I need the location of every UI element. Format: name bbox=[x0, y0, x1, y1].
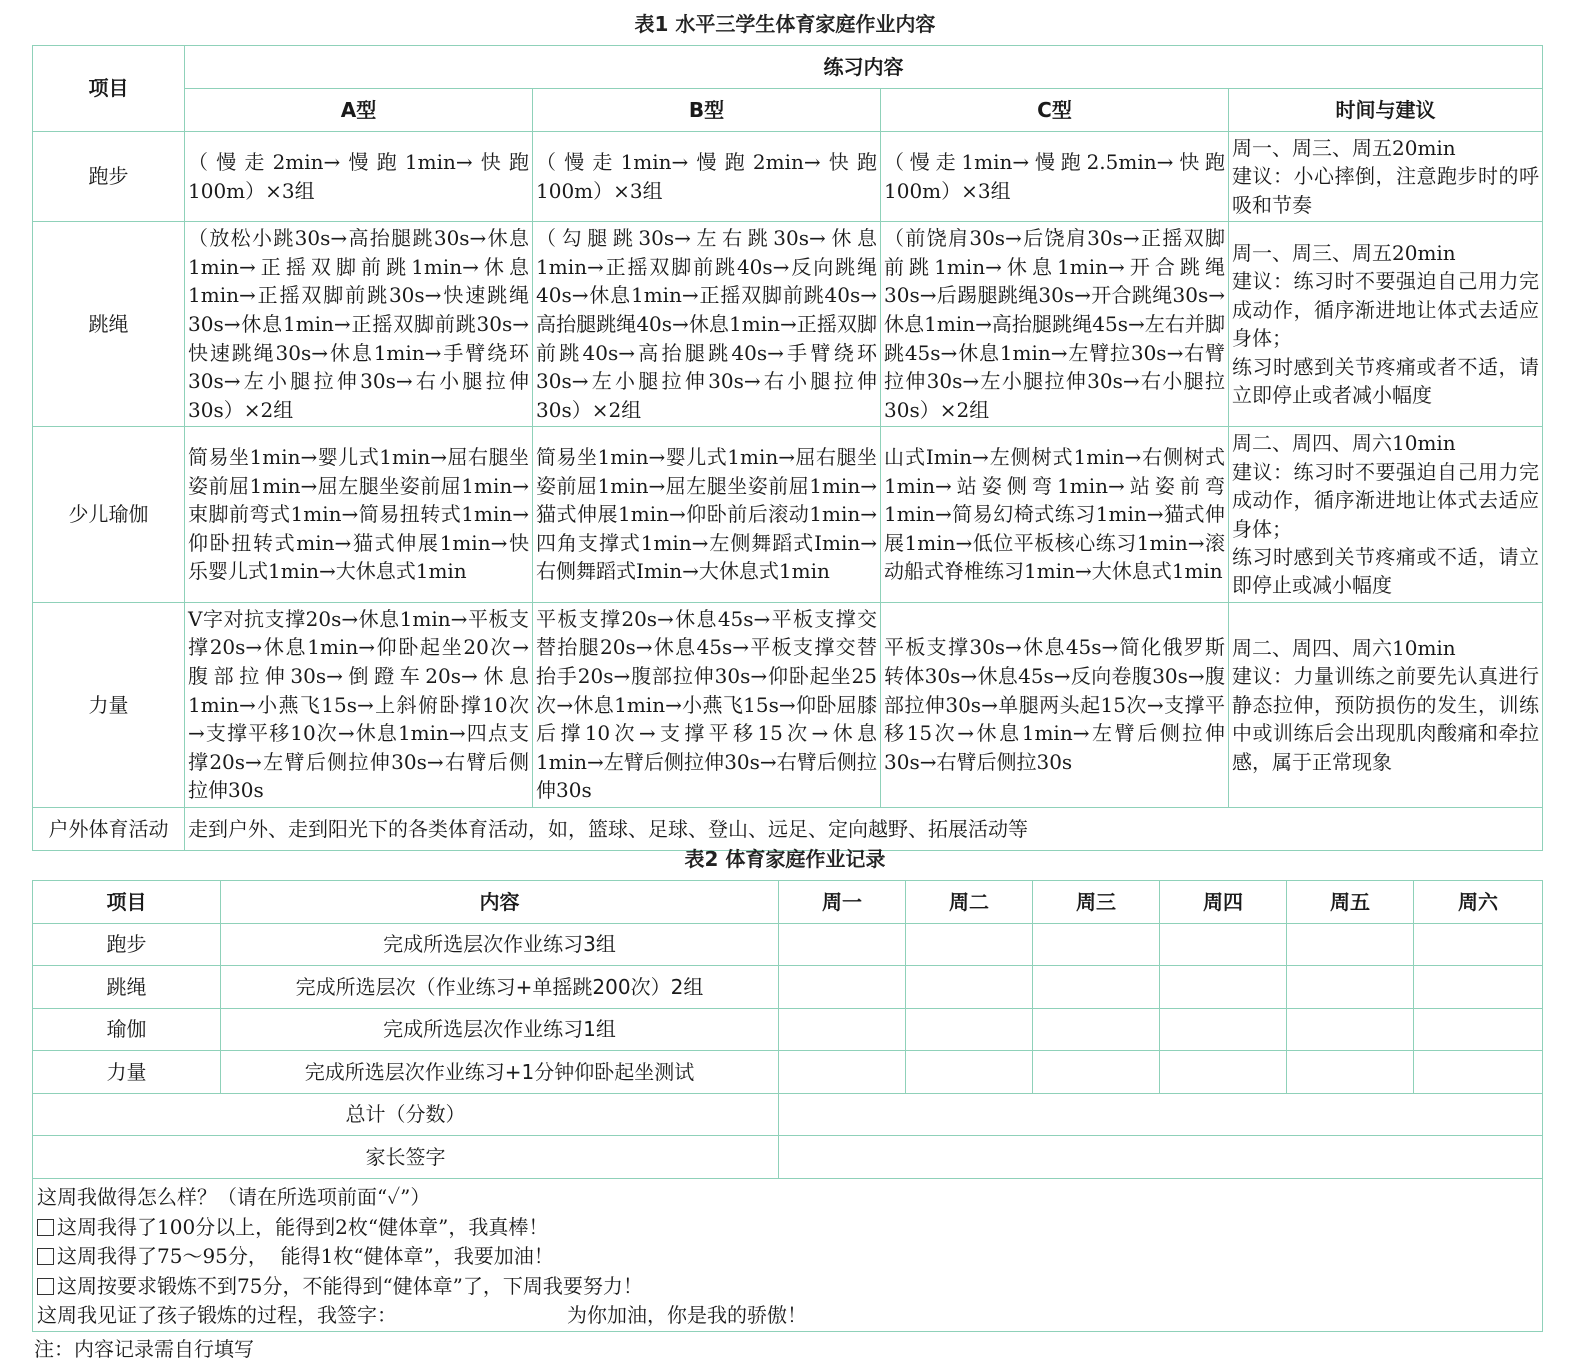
header-type-b: B型 bbox=[533, 89, 881, 132]
total-score-label: 总计（分数） bbox=[33, 1094, 779, 1136]
record-cell[interactable] bbox=[1160, 966, 1287, 1009]
eval-option-3 bbox=[37, 1272, 1536, 1302]
day-saturday: 周六 bbox=[1414, 881, 1543, 924]
eval-option-1 bbox=[37, 1213, 1536, 1243]
eval-option-2 bbox=[37, 1242, 1536, 1272]
running-type-b: （慢走1min→慢跑2min→快跑100m）×3组 bbox=[533, 132, 881, 222]
yoga-type-b: 简易坐1min→婴儿式1min→屈右腿坐姿前屈1min→屈左腿坐姿前屈1min→猫式伸展1min→仰卧前后滚动1min→四角支撑式1min→左侧舞蹈式Imin→右侧舞蹈式Imin→大休息式1min bbox=[533, 427, 881, 602]
record-cell[interactable] bbox=[1160, 1009, 1287, 1051]
record-content-yoga: 完成所选层次作业练习1组 bbox=[221, 1009, 779, 1051]
yoga-type-a: 简易坐1min→婴儿式1min→屈右腿坐姿前屈1min→屈左腿坐姿前屈1min→束脚前弯式1min→简易扭转式1min→仰卧扭转式min→猫式伸展1min→快乐婴儿式1min→大休息式1min bbox=[185, 427, 533, 602]
footnote: 注：内容记录需自行填写 bbox=[34, 1337, 254, 1361]
eval-option-3-label: 这周按要求锻炼不到75分，不能得到“健体章”了，下周我要努力！ bbox=[57, 1273, 643, 1298]
header-type-a: A型 bbox=[185, 89, 533, 132]
table-row bbox=[33, 222, 1543, 427]
rope-type-a: （放松小跳30s→高抬腿跳30s→休息1min→正摇双脚前跳1min→休息1min→正摇双脚前跳30s→快速跳绳30s→休息1min→正摇双脚前跳30s→快速跳绳30s→休息1min→手臂绕环30s→左小腿拉伸30s→右小腿拉伸30s）×2组 bbox=[185, 222, 533, 427]
record-cell[interactable] bbox=[779, 966, 906, 1009]
record-cell[interactable] bbox=[779, 1051, 906, 1094]
record-cell[interactable] bbox=[906, 924, 1033, 966]
record-cell[interactable] bbox=[1033, 966, 1160, 1009]
record-name-yoga: 瑜伽 bbox=[33, 1009, 221, 1051]
day-tuesday: 周二 bbox=[906, 881, 1033, 924]
table-row bbox=[33, 602, 1543, 807]
header-time-advice: 时间与建议 bbox=[1229, 89, 1543, 132]
header-exercise-content: 练习内容 bbox=[185, 46, 1543, 89]
day-wednesday: 周三 bbox=[1033, 881, 1160, 924]
yoga-type-c: 山式Imin→左侧树式1min→右侧树式1min→站姿侧弯1min→站姿前弯1min→简易幻椅式练习1min→猫式伸展1min→低位平板核心练习1min→滚动船式脊椎练习1min→大休息式1min bbox=[881, 427, 1229, 602]
table-row bbox=[33, 1051, 1543, 1094]
record-cell[interactable] bbox=[1160, 924, 1287, 966]
outdoor-activities: 走到户外、走到阳光下的各类体育活动，如，篮球、足球、登山、远足、定向越野、拓展活动等 bbox=[185, 807, 1543, 850]
running-time: 周一、周三、周五20min bbox=[1232, 136, 1456, 160]
table-row bbox=[33, 924, 1543, 966]
record-header-item: 项目 bbox=[33, 881, 221, 924]
rope-time-advice bbox=[1229, 222, 1543, 427]
rope-type-b: （勾腿跳30s→左右跳30s→休息1min→正摇双脚前跳40s→反向跳绳40s→休息1min→正摇双脚前跳40s→高抬腿跳绳40s→休息1min→正摇双脚前跳40s→高抬腿跳40s→手臂绕环30s→左小腿拉伸30s→右小腿拉伸30s）×2组 bbox=[533, 222, 881, 427]
record-cell[interactable] bbox=[1414, 966, 1543, 1009]
table-row bbox=[33, 427, 1543, 602]
record-header-content: 内容 bbox=[221, 881, 779, 924]
parent-signature-field[interactable] bbox=[779, 1136, 1543, 1179]
record-name-running: 跑步 bbox=[33, 924, 221, 966]
record-content-strength: 完成所选层次作业练习+1分钟仰卧起坐测试 bbox=[221, 1051, 779, 1094]
yoga-time-advice bbox=[1229, 427, 1543, 602]
record-cell[interactable] bbox=[1414, 924, 1543, 966]
parent-witness-line bbox=[37, 1301, 1536, 1331]
yoga-time: 周二、周四、周六10min bbox=[1232, 431, 1456, 456]
strength-advice: 建议：力量训练之前要先认真进行静态拉伸，预防损伤的发生，训练中或训练后会出现肌肉酸痛和牵拉感，属于正常现象 bbox=[1232, 664, 1539, 774]
strength-type-a: V字对抗支撑20s→休息1min→平板支撑20s→休息1min→仰卧起坐20次→腹部拉伸30s→倒蹬车20s→休息1min→小燕飞15s→上斜俯卧撑10次→支撑平移10次→休息1min→四点支撑20s→左臂后侧拉伸30s→右臂后侧拉伸30s bbox=[185, 602, 533, 807]
table-row bbox=[33, 1009, 1543, 1051]
record-content-rope: 完成所选层次（作业练习+单摇跳200次）2组 bbox=[221, 966, 779, 1009]
eval-question: 这周我做得怎么样？（请在所选项前面“✓”） bbox=[37, 1185, 431, 1209]
record-cell[interactable] bbox=[1033, 924, 1160, 966]
checkbox-icon[interactable] bbox=[37, 1278, 54, 1295]
row-name-running: 跑步 bbox=[33, 132, 185, 222]
table-row bbox=[33, 966, 1543, 1009]
checkbox-icon[interactable] bbox=[37, 1248, 54, 1265]
eval-option-2-label: 这周我得了75～95分， 能得1枚“健体章”，我要加油！ bbox=[57, 1244, 554, 1268]
homework-content-table bbox=[32, 45, 1543, 851]
total-score-value[interactable] bbox=[779, 1094, 1543, 1136]
record-cell[interactable] bbox=[1033, 1051, 1160, 1094]
record-name-strength: 力量 bbox=[33, 1051, 221, 1094]
record-cell[interactable] bbox=[906, 1051, 1033, 1094]
eval-option-1-label: 这周我得了100分以上，能得到2枚“健体章”，我真棒！ bbox=[57, 1214, 549, 1239]
running-type-a: （慢走2min→慢跑1min→快跑100m）×3组 bbox=[185, 132, 533, 222]
day-monday: 周一 bbox=[779, 881, 906, 924]
rope-advice-2: 练习时感到关节疼痛或者不适，请立即停止或者减小幅度 bbox=[1232, 354, 1539, 408]
record-cell[interactable] bbox=[906, 1009, 1033, 1051]
checkbox-icon[interactable] bbox=[37, 1219, 54, 1236]
record-cell[interactable] bbox=[906, 966, 1033, 1009]
header-item: 项目 bbox=[33, 46, 185, 132]
running-time-advice bbox=[1229, 132, 1543, 222]
rope-advice: 建议：练习时不要强迫自己用力完成动作，循序渐进地让体式去适应身体； bbox=[1232, 269, 1539, 351]
row-name-yoga: 少儿瑜伽 bbox=[33, 427, 185, 602]
record-cell[interactable] bbox=[1160, 1051, 1287, 1094]
record-cell[interactable] bbox=[1287, 966, 1414, 1009]
record-cell[interactable] bbox=[1287, 1051, 1414, 1094]
strength-type-c: 平板支撑30s→休息45s→简化俄罗斯转体30s→休息45s→反向卷腹30s→腹部拉伸30s→单腿两头起15次→支撑平移15次→休息1min→左臂后侧拉伸30s→右臂后侧拉30s bbox=[881, 602, 1229, 807]
self-evaluation bbox=[33, 1179, 1543, 1332]
table-row bbox=[33, 132, 1543, 222]
record-cell[interactable] bbox=[779, 924, 906, 966]
strength-type-b: 平板支撑20s→休息45s→平板支撑交替抬腿20s→休息45s→平板支撑交替抬手20s→腹部拉伸30s→仰卧起坐25次→休息1min→小燕飞15s→仰卧屈膝后撑10次→支撑平移15次→休息1min→左臂后侧拉伸30s→右臂后侧拉伸30s bbox=[533, 602, 881, 807]
row-name-rope-skipping: 跳绳 bbox=[33, 222, 185, 427]
row-name-outdoor: 户外体育活动 bbox=[33, 807, 185, 850]
record-cell[interactable] bbox=[779, 1009, 906, 1051]
record-cell[interactable] bbox=[1414, 1051, 1543, 1094]
header-type-c: C型 bbox=[881, 89, 1229, 132]
homework-record-table bbox=[32, 880, 1543, 1332]
yoga-advice: 建议：练习时不要强迫自己用力完成动作，循序渐进地让体式去适应身体； bbox=[1232, 459, 1539, 541]
record-cell[interactable] bbox=[1287, 1009, 1414, 1051]
record-content-running: 完成所选层次作业练习3组 bbox=[221, 924, 779, 966]
record-cell[interactable] bbox=[1033, 1009, 1160, 1051]
strength-time-advice bbox=[1229, 602, 1543, 807]
cheer-text: 为你加油，你是我的骄傲！ bbox=[567, 1303, 807, 1327]
strength-time: 周二、周四、周六10min bbox=[1232, 635, 1456, 660]
running-advice: 建议：小心摔倒，注意跑步时的呼吸和节奏 bbox=[1232, 164, 1539, 217]
record-cell[interactable] bbox=[1414, 1009, 1543, 1051]
table-row bbox=[33, 1094, 1543, 1136]
rope-time: 周一、周三、周五20min bbox=[1232, 241, 1456, 266]
table2-caption: 表2 体育家庭作业记录 bbox=[684, 847, 886, 871]
table-row bbox=[33, 1136, 1543, 1179]
row-name-strength: 力量 bbox=[33, 602, 185, 807]
record-name-rope: 跳绳 bbox=[33, 966, 221, 1009]
day-thursday: 周四 bbox=[1160, 881, 1287, 924]
parent-signature-label: 家长签字 bbox=[33, 1136, 779, 1179]
witness-label: 这周我见证了孩子锻炼的过程，我签字： bbox=[37, 1303, 397, 1327]
day-friday: 周五 bbox=[1287, 881, 1414, 924]
yoga-advice-2: 练习时感到关节疼痛或不适，请立即停止或减小幅度 bbox=[1232, 545, 1539, 598]
record-cell[interactable] bbox=[1287, 924, 1414, 966]
running-type-c: （慢走1min→慢跑2.5min→快跑100m）×3组 bbox=[881, 132, 1229, 222]
table1-caption: 表1 水平三学生体育家庭作业内容 bbox=[634, 12, 936, 36]
rope-type-c: （前饶肩30s→后饶肩30s→正摇双脚前跳1min→休息1min→开合跳绳30s→后踢腿跳绳30s→开合跳绳30s→休息1min→高抬腿跳绳45s→左右并脚跳45s→休息1min→左臂拉30s→右臂拉伸30s→左小腿拉伸30s→右小腿拉30s）×2组 bbox=[881, 222, 1229, 427]
